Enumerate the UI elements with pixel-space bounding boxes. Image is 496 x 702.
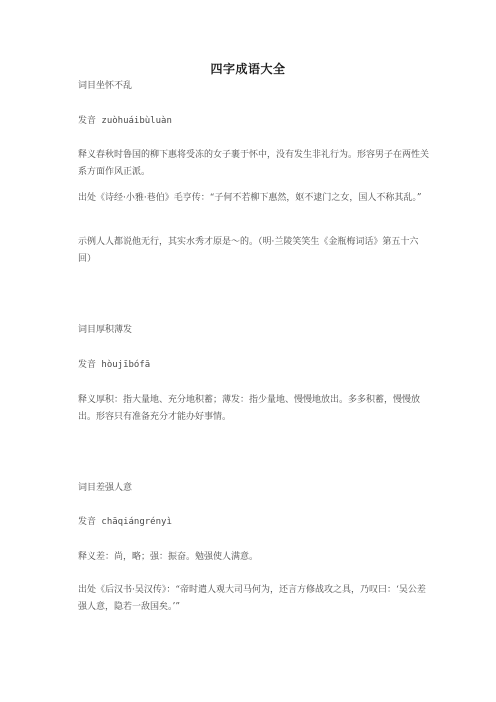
entry-3-pronunciation: 发音 chāqiángrényì — [78, 517, 172, 527]
entry-3-headword: 词目差强人意 — [78, 483, 133, 493]
entry-2-headword: 词目厚积薄发 — [78, 325, 133, 335]
document-title: 四字成语大全 — [210, 62, 286, 76]
entry-2-pronunciation: 发音 hòujībófā — [78, 360, 151, 370]
entry-2-definition: 释义厚积：指大量地、充分地积蓄；薄发：指少量地、慢慢地放出。多多积蓄，慢慢放出。形容只有准备充分才能办好事情。 — [78, 395, 421, 422]
entry-1-definition: 释义春秋时鲁国的柳下惠将受冻的女子裹于怀中，没有发生非礼行为。形容男子在两性关系方面作风正派。 — [78, 150, 430, 177]
entry-1-source: 出处《诗经·小雅·巷伯》毛亨传：“子何不若柳下惠然，妪不逮门之女，国人不称其乱。” — [78, 193, 422, 203]
entry-1-example: 示例人人都说他无行，其实水秀才原是～的。（明·兰陵笑笑生《金瓶梅词话》第五十六回） — [78, 237, 419, 264]
entry-3-source: 出处《后汉书·吴汉传》：“帝时遣人观大司马何为，还言方修战攻之具，乃叹曰：‘吴公差强人意，隐若一敌国矣。’” — [78, 585, 426, 612]
entry-1-headword: 词目坐怀不乱 — [78, 81, 133, 91]
entry-1-pronunciation: 发音 zuòhuáibùluàn — [78, 116, 172, 126]
entry-3-definition: 释义差：尚，略；强：振奋。勉强使人满意。 — [78, 552, 259, 562]
